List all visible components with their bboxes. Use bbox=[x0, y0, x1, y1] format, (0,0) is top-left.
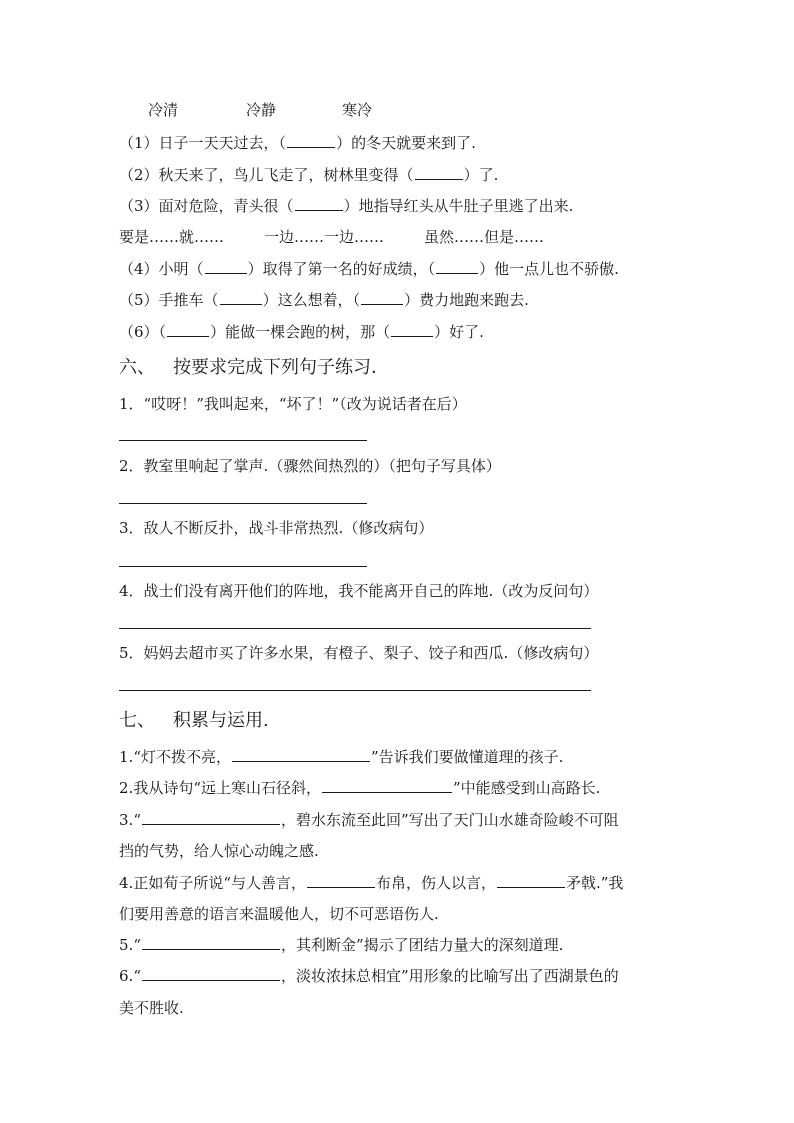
word-option: 寒冷 bbox=[342, 101, 373, 119]
word-option: 冷静 bbox=[246, 101, 277, 119]
fill-item-1: （1）日子一天天过去，（ ）的冬天就要来到了. bbox=[119, 134, 476, 152]
word-option: 要是……就…… bbox=[119, 228, 225, 246]
blank[interactable] bbox=[497, 873, 565, 888]
fill-item-2: （2）秋天来了，鸟儿飞走了，树林里变得（ ）了. bbox=[119, 166, 499, 184]
answer-line[interactable] bbox=[119, 503, 367, 504]
accumulation-item-2: 2.我从诗句“远上寒山石径斜， ”中能感受到山高路长. bbox=[119, 779, 601, 797]
blank[interactable] bbox=[391, 322, 433, 337]
accumulation-item-3: 3.“ ，碧水东流至此回”写出了天门山水雄奇险峻不可阻 bbox=[119, 811, 619, 829]
sentence-item-2: 2．教室里响起了掌声.（骤然间热烈的）（把句子写具体） bbox=[119, 457, 501, 475]
answer-line[interactable] bbox=[119, 628, 591, 629]
fill-item-4: （4）小明（ ）取得了第一名的好成绩，（ ）他一点儿也不骄傲. bbox=[119, 260, 619, 278]
blank[interactable] bbox=[307, 873, 375, 888]
blank[interactable] bbox=[287, 133, 335, 148]
blank[interactable] bbox=[205, 259, 247, 274]
section-heading-7: 七、 积累与运用. bbox=[119, 710, 269, 731]
sentence-item-1: 1．“哎呀！”我叫起来，“坏了！”（改为说话者在后） bbox=[119, 395, 467, 413]
accumulation-item-1: 1.“灯不拨不亮， ”告诉我们要做懂道理的孩子. bbox=[119, 748, 564, 766]
blank[interactable] bbox=[232, 747, 370, 762]
answer-line[interactable] bbox=[119, 440, 367, 441]
accumulation-item-3-cont: 挡的气势，给人惊心动魄之感. bbox=[119, 842, 319, 860]
word-option: 一边……一边…… bbox=[264, 228, 385, 246]
blank[interactable] bbox=[322, 778, 452, 793]
blank[interactable] bbox=[142, 935, 280, 950]
fill-item-3: （3）面对危险，青头很（ ）地指导红头从牛肚子里逃了出来. bbox=[119, 197, 574, 215]
blank[interactable] bbox=[142, 966, 280, 981]
fill-item-6: （6）（ ）能做一棵会跑的树，那（ ）好了. bbox=[119, 323, 484, 341]
blank[interactable] bbox=[220, 290, 262, 305]
blank[interactable] bbox=[142, 810, 280, 825]
answer-line[interactable] bbox=[119, 690, 591, 691]
accumulation-item-6-cont: 美不胜收. bbox=[119, 999, 184, 1017]
answer-line[interactable] bbox=[119, 566, 367, 567]
blank[interactable] bbox=[167, 322, 209, 337]
blank[interactable] bbox=[361, 290, 403, 305]
accumulation-item-4: 4.正如荀子所说“与人善言， 布帛，伤人以言， 矛戟.”我 bbox=[119, 874, 624, 892]
sentence-item-3: 3．敌人不断反扑，战斗非常热烈.（修改病句） bbox=[119, 519, 434, 537]
fill-item-5: （5）手推车（ ）这么想着，（ ）费力地跑来跑去. bbox=[119, 291, 529, 309]
sentence-item-4: 4．战士们没有离开他们的阵地，我不能离开自己的阵地.（改为反问句） bbox=[119, 582, 599, 600]
section-heading-6: 六、 按要求完成下列句子练习． bbox=[119, 357, 389, 378]
accumulation-item-4-cont: 们要用善意的语言来温暖他人，切不可恶语伤人. bbox=[119, 905, 439, 923]
word-bank-b bbox=[119, 227, 544, 247]
accumulation-item-5: 5.“ ，其利断金”揭示了团结力量大的深刻道理. bbox=[119, 936, 564, 954]
accumulation-item-6: 6.“ ，淡妆浓抹总相宜”用形象的比喻写出了西湖景色的 bbox=[119, 967, 619, 985]
word-option: 冷清 bbox=[148, 101, 179, 119]
blank[interactable] bbox=[295, 196, 343, 211]
sentence-item-5: 5．妈妈去超市买了许多水果，有橙子、梨子、饺子和西瓜.（修改病句） bbox=[119, 644, 599, 662]
word-option: 虽然……但是…… bbox=[424, 228, 545, 246]
word-bank-a bbox=[148, 100, 372, 120]
blank[interactable] bbox=[436, 259, 478, 274]
blank[interactable] bbox=[415, 165, 463, 180]
